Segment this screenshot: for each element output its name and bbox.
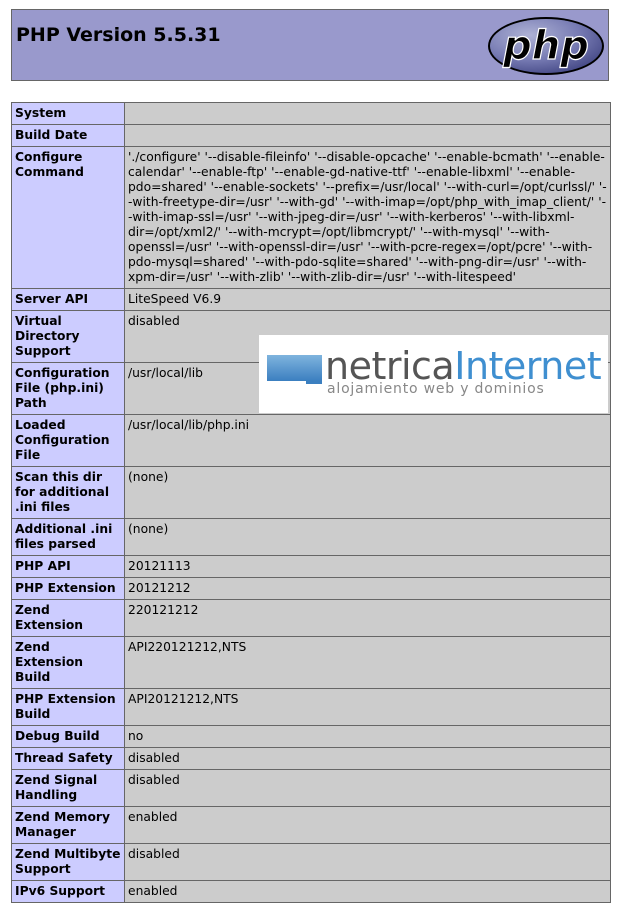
table-row (12, 147, 611, 289)
row-key: System (12, 103, 125, 125)
row-value (125, 125, 611, 147)
row-key: Zend Extension (12, 600, 125, 637)
table-row (12, 726, 611, 748)
row-value: disabled (125, 844, 611, 881)
table-row (12, 844, 611, 881)
row-value: enabled (125, 881, 611, 903)
phpinfo-header (11, 9, 609, 81)
row-value: /usr/local/lib/php.ini (125, 415, 611, 467)
table-row (12, 467, 611, 519)
row-value: enabled (125, 807, 611, 844)
table-row (12, 689, 611, 726)
row-key: Zend Memory Manager (12, 807, 125, 844)
table-row (12, 578, 611, 600)
phpinfo-table-body (12, 103, 611, 903)
row-key: Build Date (12, 125, 125, 147)
php-logo-icon (487, 16, 605, 76)
svg-text:php: php (503, 23, 589, 69)
row-value: './configure' '--disable-fileinfo' '--disable-opcache' '--enable-bcmath' '--enable-calendar' '--enable-ftp' '--enable-gd-native-ttf' '--enable-libxml' '--enable-pdo=shared' '--enable-sockets' '--prefix=/usr/local' '--with-curl=/opt/curlssl/' '--with-freetype-dir=/usr' '--with-gd' '--with-imap=/opt/php_with_imap_client/' '--with-imap-ssl=/usr' '--with-jpeg-dir=/usr' '--with-kerberos' '--with-libxml-dir=/opt/xml2/' '--with-mcrypt=/opt/libmcrypt/' '--with-mysql' '--with-openssl=/usr' '--with-openssl-dir=/usr' '--with-pcre-regex=/opt/pcre' '--with-pdo-mysql=shared' '--with-pdo-sqlite=shared' '--with-png-dir=/usr' '--with-xpm-dir=/usr' '--with-zlib' '--with-zlib-dir=/usr' '--with-litespeed' (125, 147, 611, 289)
row-key: Configure Command (12, 147, 125, 289)
row-key: Zend Multibyte Support (12, 844, 125, 881)
table-row (12, 637, 611, 689)
row-key: Virtual Directory Support (12, 311, 125, 363)
row-key: Scan this dir for additional .ini files (12, 467, 125, 519)
netrica-logo-bar-icon (267, 355, 322, 381)
row-value: 220121212 (125, 600, 611, 637)
brand-name-part1: netrica (325, 344, 455, 388)
row-key: PHP Extension (12, 578, 125, 600)
row-key: Server API (12, 289, 125, 311)
row-value: disabled (125, 311, 611, 363)
row-value: 20121212 (125, 578, 611, 600)
row-value: API20121212,NTS (125, 689, 611, 726)
netrica-logo-line-icon (306, 381, 322, 384)
row-key: PHP Extension Build (12, 689, 125, 726)
row-key: Zend Extension Build (12, 637, 125, 689)
row-value: (none) (125, 519, 611, 556)
row-value: 20121113 (125, 556, 611, 578)
netrica-watermark (259, 335, 608, 413)
table-row (12, 415, 611, 467)
row-value: API220121212,NTS (125, 637, 611, 689)
table-row (12, 103, 611, 125)
row-value: disabled (125, 748, 611, 770)
row-key: Configuration File (php.ini) Path (12, 363, 125, 415)
table-row (12, 770, 611, 807)
table-row (12, 289, 611, 311)
table-row (12, 748, 611, 770)
row-key: PHP API (12, 556, 125, 578)
row-value: /usr/local/lib (125, 363, 611, 415)
row-key: Additional .ini files parsed (12, 519, 125, 556)
table-row (12, 807, 611, 844)
table-row (12, 125, 611, 147)
table-row (12, 556, 611, 578)
table-row (12, 519, 611, 556)
row-value: no (125, 726, 611, 748)
brand-name-part2: Internet (454, 344, 602, 388)
row-key: IPv6 Support (12, 881, 125, 903)
phpinfo-table (11, 102, 611, 903)
row-key: Zend Signal Handling (12, 770, 125, 807)
row-value (125, 103, 611, 125)
page-title: PHP Version 5.5.31 (16, 24, 221, 46)
row-value: LiteSpeed V6.9 (125, 289, 611, 311)
netrica-tagline: alojamiento web y dominios (327, 381, 545, 397)
row-key: Loaded Configuration File (12, 415, 125, 467)
table-row (12, 600, 611, 637)
row-key: Debug Build (12, 726, 125, 748)
row-value: (none) (125, 467, 611, 519)
table-row (12, 881, 611, 903)
row-key: Thread Safety (12, 748, 125, 770)
row-value: disabled (125, 770, 611, 807)
